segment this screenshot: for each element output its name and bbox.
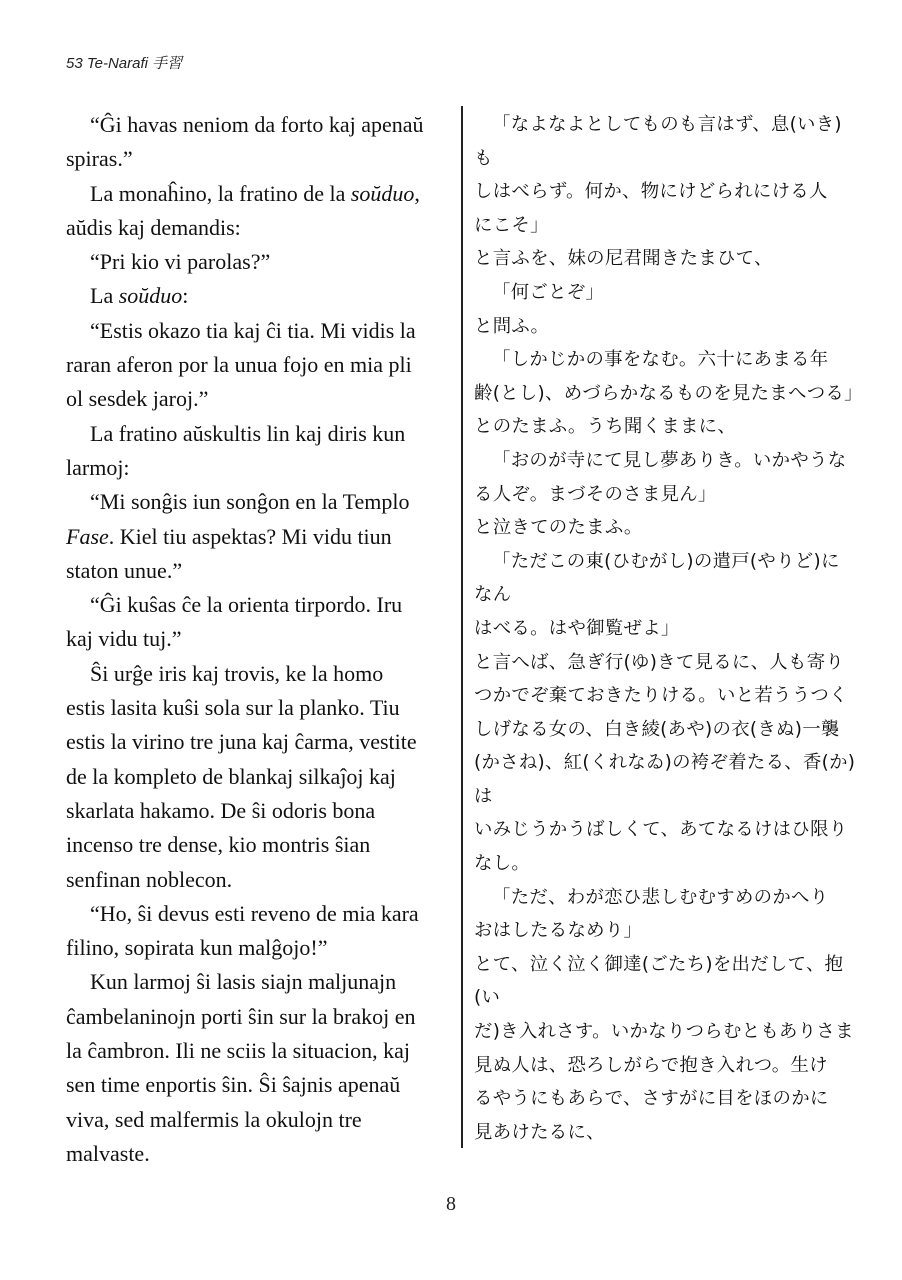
text-line: aŭdis kaj demandis: xyxy=(66,214,241,240)
text-line: “Ĝi kuŝas ĉe la orienta tirpordo. Iru xyxy=(90,592,403,618)
text-line: つかでぞ棄ておきたりける。いと若ううつく xyxy=(474,685,848,707)
text-line: と泣きてのたまふ。 xyxy=(474,517,643,539)
esperanto-paragraph xyxy=(66,314,448,417)
running-header: 53 Te-Narafi 手習 xyxy=(66,55,183,72)
japanese-paragraph xyxy=(474,511,858,545)
japanese-text-column xyxy=(474,108,863,1149)
text-line: La monaĥino, la fratino de la soŭduo, xyxy=(90,180,420,206)
text-line: 「何ごとぞ」 xyxy=(492,281,605,303)
text-line: “Mi sonĝis iun sonĝon en la Templo xyxy=(90,489,410,515)
text-line: るやうにもあらで、さすがに目をほのかに xyxy=(474,1088,829,1110)
text-line: とて、泣く泣く御達(ごたち)を出だして、抱(い xyxy=(474,953,844,1009)
text-line: raran aferon por la unua fojo en mia pli xyxy=(66,352,412,378)
text-line: にこそ」 xyxy=(474,214,549,236)
esperanto-paragraph xyxy=(66,897,448,966)
text-line: skarlata hakamo. De ŝi odoris bona xyxy=(66,797,376,823)
text-line: “Ho, ŝi devus esti reveno de mia kara xyxy=(90,900,419,926)
text-line: spiras.” xyxy=(66,146,133,172)
esperanto-paragraph xyxy=(66,108,448,177)
text-line: filino, sopirata kun malĝojo!” xyxy=(66,935,328,961)
text-line: ĉambelaninojn porti ŝin sur la brakoj en xyxy=(66,1003,416,1029)
text-line: Fase. Kiel tiu aspektas? Mi vidu tiun xyxy=(66,523,392,549)
text-line: だ)き入れさす。いかなりつらむともありさま xyxy=(474,1021,854,1043)
text-line: 「ただ、わが恋ひ悲しむむすめのかへり xyxy=(492,886,829,908)
esperanto-paragraph xyxy=(66,588,448,657)
text-line: Ŝi urĝe iris kaj trovis, ke la homo xyxy=(90,660,384,686)
esperanto-paragraph xyxy=(66,177,448,246)
text-line: sen time enportis ŝin. Ŝi ŝajnis apenaŭ xyxy=(66,1072,401,1098)
esperanto-paragraph xyxy=(66,245,448,279)
japanese-paragraph xyxy=(474,646,858,881)
text-line: (かさね)、紅(くれなゐ)の袴ぞ着たる、香(か)は xyxy=(474,752,856,807)
text-line: incenso tre dense, kio montris ŝian xyxy=(66,832,371,858)
text-line: しげなる女の、白き綾(あや)の衣(きぬ)一襲 xyxy=(474,718,840,740)
japanese-paragraph xyxy=(474,310,858,344)
text-line: と言ふを、妹の尼君聞きたまひて、 xyxy=(474,248,773,270)
text-line: malvaste. xyxy=(66,1140,150,1166)
text-line: 見あけたるに、 xyxy=(474,1121,605,1143)
text-line: “Ĝi havas neniom da forto kaj apenaŭ xyxy=(90,112,424,137)
text-line: larmoj: xyxy=(66,454,130,480)
esperanto-text-column xyxy=(66,108,448,1171)
text-line: estis la virino tre juna kaj ĉarma, vestite xyxy=(66,729,417,755)
esperanto-paragraph xyxy=(66,417,448,486)
text-line: 見ぬ人は、恐ろしがらで抱き入れつ。生け xyxy=(474,1054,828,1076)
japanese-paragraph xyxy=(474,444,858,511)
text-line: 齢(とし)、めづらかなるものを見たまへつる」 xyxy=(474,382,863,404)
esperanto-paragraph xyxy=(66,657,448,897)
japanese-paragraph xyxy=(474,545,858,646)
column-divider xyxy=(461,106,463,1148)
text-line: viva, sed malfermis la okulojn tre xyxy=(66,1106,362,1132)
text-line: 「しかじかの事をなむ。六十にあまる年 xyxy=(492,349,829,371)
japanese-paragraph xyxy=(474,276,858,310)
text-line: de la kompleto de blankaj silkaĵoj kaj xyxy=(66,763,396,789)
text-line: 「おのが寺にて見し夢ありき。いかやうな xyxy=(492,449,847,471)
text-line: はべる。はや御覧ぜよ」 xyxy=(474,617,680,639)
text-line: と問ふ。 xyxy=(474,315,550,337)
text-line: “Pri kio vi parolas?” xyxy=(90,249,271,275)
page-number: 8 xyxy=(446,1193,456,1215)
esperanto-paragraph xyxy=(66,485,448,588)
text-line: senfinan noblecon. xyxy=(66,866,233,892)
esperanto-paragraph xyxy=(66,965,448,1171)
text-line: る人ぞ。まづそのさま見ん」 xyxy=(474,483,717,505)
text-line: La fratino aŭskultis lin kaj diris kun xyxy=(90,420,406,446)
text-line: la ĉambron. Ili ne sciis la situacion, kaj xyxy=(66,1038,410,1064)
japanese-paragraph xyxy=(474,410,858,444)
japanese-paragraph xyxy=(474,242,858,276)
text-line: estis lasita kuŝi sola sur la planko. Tiu xyxy=(66,695,400,721)
japanese-paragraph xyxy=(474,881,858,948)
text-line: Kun larmoj ŝi lasis siajn maljunajn xyxy=(90,969,397,995)
text-line: “Estis okazo tia kaj ĉi tia. Mi vidis la xyxy=(90,317,416,343)
text-line: kaj vidu tuj.” xyxy=(66,626,182,652)
text-line: しはべらず。何か、物にけどられにける人 xyxy=(474,181,828,203)
japanese-paragraph xyxy=(474,948,858,1150)
text-line: 「なよなよとしてものも言はず、息(いき)も xyxy=(474,114,842,169)
japanese-paragraph xyxy=(474,343,863,410)
text-line: と言へば、急ぎ行(ゆ)きて見るに、人も寄り xyxy=(474,651,845,673)
text-line: ol sesdek jaroj.” xyxy=(66,386,209,412)
text-line: staton unue.” xyxy=(66,557,183,583)
text-line: おはしたるなめり」 xyxy=(474,920,643,942)
text-line: なし。 xyxy=(474,853,531,875)
esperanto-paragraph xyxy=(66,279,448,313)
text-line: 「ただこの東(ひむがし)の遣戸(やりど)になん xyxy=(474,550,840,606)
text-line: いみじうかうばしくて、あてなるけはひ限り xyxy=(474,819,848,841)
text-line: とのたまふ。うち聞くままに、 xyxy=(474,416,737,438)
japanese-paragraph xyxy=(474,108,858,242)
text-line: La soŭduo: xyxy=(90,283,189,309)
